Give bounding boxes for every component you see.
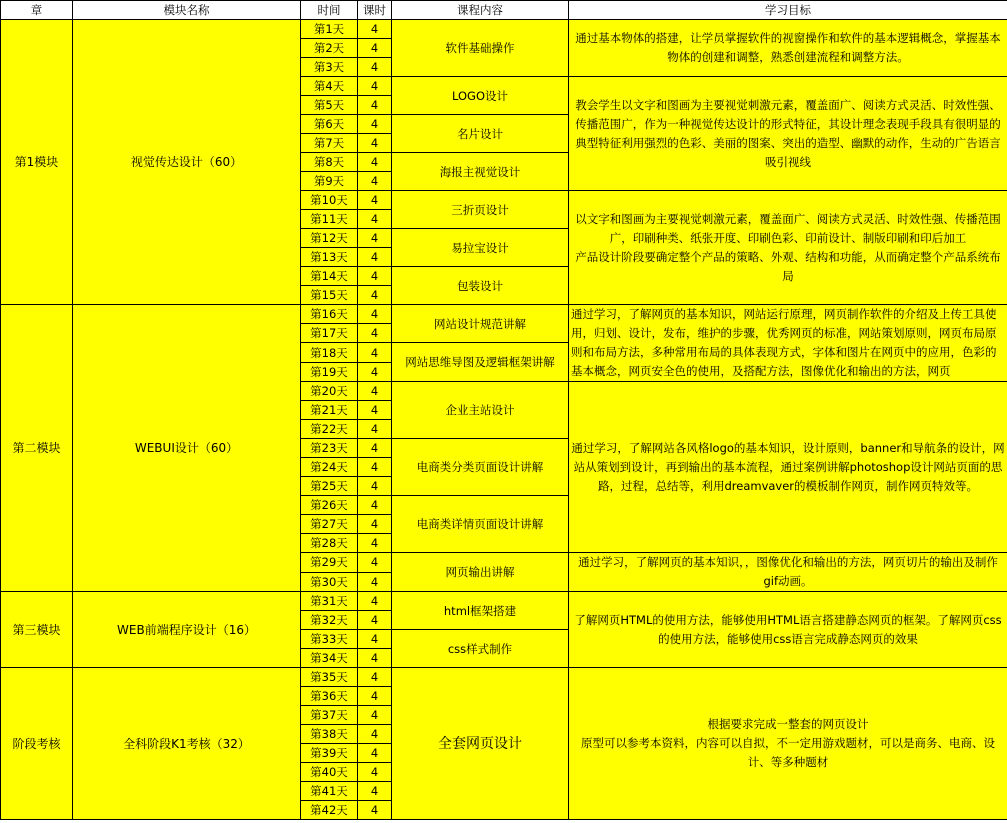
hours-cell: 4 — [358, 39, 392, 58]
day-cell: 第40天 — [301, 763, 358, 782]
hours-cell: 4 — [358, 515, 392, 534]
hours-cell: 4 — [358, 534, 392, 553]
header-hours: 课时 — [358, 1, 392, 20]
hours-cell: 4 — [358, 343, 392, 363]
hours-cell: 4 — [358, 630, 392, 649]
header-learning-goal: 学习目标 — [569, 1, 1007, 20]
hours-cell: 4 — [358, 324, 392, 343]
day-cell: 第37天 — [301, 706, 358, 725]
day-cell: 第8天 — [301, 153, 358, 172]
day-cell: 第5天 — [301, 96, 358, 115]
header-course-content: 课程内容 — [392, 1, 569, 20]
hours-cell: 4 — [358, 172, 392, 191]
course-content-cell: LOGO设计 — [392, 77, 569, 115]
course-content-cell: 网站设计规范讲解 — [392, 305, 569, 343]
day-cell: 第13天 — [301, 248, 358, 267]
hours-cell: 4 — [358, 668, 392, 687]
day-cell: 第28天 — [301, 534, 358, 553]
hours-cell: 4 — [358, 706, 392, 725]
day-cell: 第16天 — [301, 305, 358, 324]
hours-cell: 4 — [358, 210, 392, 229]
day-cell: 第34天 — [301, 649, 358, 668]
day-cell: 第18天 — [301, 343, 358, 363]
day-cell: 第19天 — [301, 363, 358, 382]
course-content-cell: 全套网页设计 — [392, 668, 569, 820]
day-cell: 第1天 — [301, 20, 358, 39]
course-content-cell: 网站思维导图及逻辑框架讲解 — [392, 343, 569, 382]
day-cell: 第12天 — [301, 229, 358, 248]
hours-cell: 4 — [358, 153, 392, 172]
learning-goal-cell: 通过基本物体的搭建，让学员掌握软件的视窗操作和软件的基本逻辑概念，掌握基本物体的创建和调整，熟悉创建流程和调整方法。 — [569, 20, 1007, 77]
hours-cell: 4 — [358, 496, 392, 515]
hours-cell: 4 — [358, 477, 392, 496]
day-cell: 第17天 — [301, 324, 358, 343]
course-content-cell: 电商类详情页面设计讲解 — [392, 496, 569, 553]
day-cell: 第29天 — [301, 553, 358, 573]
day-cell: 第21天 — [301, 401, 358, 420]
hours-cell: 4 — [358, 305, 392, 324]
hours-cell: 4 — [358, 58, 392, 77]
hours-cell: 4 — [358, 592, 392, 611]
day-cell: 第36天 — [301, 687, 358, 706]
hours-cell: 4 — [358, 801, 392, 820]
hours-cell: 4 — [358, 401, 392, 420]
day-cell: 第26天 — [301, 496, 358, 515]
day-cell: 第39天 — [301, 744, 358, 763]
course-content-cell: 名片设计 — [392, 115, 569, 153]
hours-cell: 4 — [358, 20, 392, 39]
day-cell: 第4天 — [301, 77, 358, 96]
header-module-name: 模块名称 — [73, 1, 301, 20]
course-content-cell: 海报主视觉设计 — [392, 153, 569, 191]
table-row — [1, 20, 1007, 39]
header-time: 时间 — [301, 1, 358, 20]
hours-cell: 4 — [358, 420, 392, 439]
hours-cell: 4 — [358, 248, 392, 267]
day-cell: 第27天 — [301, 515, 358, 534]
hours-cell: 4 — [358, 439, 392, 458]
hours-cell: 4 — [358, 134, 392, 153]
course-content-cell: html框架搭建 — [392, 592, 569, 630]
day-cell: 第23天 — [301, 439, 358, 458]
table-row — [1, 305, 1007, 324]
learning-goal-cell: 根据要求完成一整套的网页设计 原型可以参考本资料，内容可以自拟，不一定用游戏题材，可以是商务、电商、设计、等多种题材 — [569, 668, 1007, 820]
course-content-cell: 电商类分类页面设计讲解 — [392, 439, 569, 496]
hours-cell: 4 — [358, 458, 392, 477]
day-cell: 第14天 — [301, 267, 358, 286]
learning-goal-cell: 通过学习，了解网页的基本知识，，图像优化和输出的方法，网页切片的输出及制作gif动画。 — [569, 553, 1007, 592]
course-content-cell: 易拉宝设计 — [392, 229, 569, 267]
hours-cell: 4 — [358, 382, 392, 401]
module-name-cell: WEB前端程序设计（16） — [73, 592, 301, 668]
hours-cell: 4 — [358, 687, 392, 706]
course-content-cell: 网页输出讲解 — [392, 553, 569, 592]
hours-cell: 4 — [358, 96, 392, 115]
day-cell: 第35天 — [301, 668, 358, 687]
day-cell: 第25天 — [301, 477, 358, 496]
chapter-cell: 第三模块 — [1, 592, 73, 668]
hours-cell: 4 — [358, 115, 392, 134]
table-row — [1, 592, 1007, 611]
learning-goal-cell: 教会学生以文字和图画为主要视觉刺激元素，覆盖面广、阅读方式灵活、时效性强、传播范围广，作为一种视觉传达设计的形式特征，其设计理念表现手段具有很明显的典型特征利用强烈的色彩、美丽的图案、突出的造型、幽默的动作，生动的广告语言吸引视线 — [569, 77, 1007, 191]
hours-cell: 4 — [358, 782, 392, 801]
day-cell: 第42天 — [301, 801, 358, 820]
chapter-cell: 第二模块 — [1, 305, 73, 592]
day-cell: 第31天 — [301, 592, 358, 611]
day-cell: 第33天 — [301, 630, 358, 649]
table-row — [1, 668, 1007, 687]
course-content-cell: css样式制作 — [392, 630, 569, 668]
day-cell: 第2天 — [301, 39, 358, 58]
chapter-cell: 第1模块 — [1, 20, 73, 305]
hours-cell: 4 — [358, 763, 392, 782]
hours-cell: 4 — [358, 191, 392, 210]
course-content-cell: 包装设计 — [392, 267, 569, 305]
learning-goal-cell: 通过学习，了解网站各风格logo的基本知识，设计原则，banner和导航条的设计，网站从策划到设计，再到输出的基本流程，通过案例讲解photoshop设计网站页面的思路，过程，总结等，利用dreamvaver的模板制作网页，制作网页特效等。 — [569, 382, 1007, 553]
day-cell: 第6天 — [301, 115, 358, 134]
day-cell: 第20天 — [301, 382, 358, 401]
course-content-cell: 企业主站设计 — [392, 382, 569, 439]
day-cell: 第32天 — [301, 611, 358, 630]
day-cell: 第15天 — [301, 286, 358, 305]
learning-goal-cell: 了解网页HTML的使用方法，能够使用HTML语言搭建静态网页的框架。了解网页css的使用方法，能够使用css语言完成静态网页的效果 — [569, 592, 1007, 668]
hours-cell: 4 — [358, 553, 392, 573]
learning-goal-cell: 通过学习，了解网页的基本知识，网站运行原理，网页制作软件的介绍及上传工具使用，归划、设计，发布，维护的步骤，优秀网页的标准，网站策划原则，网页布局原则和布局方法，多种常用布局的具体表现方式，字体和图片在网页中的应用，色彩的基本概念，网页安全色的使用，及搭配方法，图像优化和输出的方法，网页 — [569, 305, 1007, 382]
day-cell: 第24天 — [301, 458, 358, 477]
hours-cell: 4 — [358, 363, 392, 382]
hours-cell: 4 — [358, 267, 392, 286]
course-content-cell: 软件基础操作 — [392, 20, 569, 77]
day-cell: 第7天 — [301, 134, 358, 153]
hours-cell: 4 — [358, 229, 392, 248]
day-cell: 第10天 — [301, 191, 358, 210]
hours-cell: 4 — [358, 725, 392, 744]
day-cell: 第30天 — [301, 572, 358, 592]
day-cell: 第11天 — [301, 210, 358, 229]
hours-cell: 4 — [358, 572, 392, 592]
day-cell: 第9天 — [301, 172, 358, 191]
module-name-cell: 全科阶段K1考核（32） — [73, 668, 301, 820]
hours-cell: 4 — [358, 77, 392, 96]
learning-goal-cell: 以文字和图画为主要视觉刺激元素，覆盖面广、阅读方式灵活、时效性强、传播范围广，印刷种类、纸张开度、印刷色彩、印前设计、制版印刷和印后加工 产品设计阶段要确定整个产品的策略、外观、结构和功能，从而确定整个产品系统布局 — [569, 191, 1007, 305]
day-cell: 第41天 — [301, 782, 358, 801]
day-cell: 第38天 — [301, 725, 358, 744]
day-cell: 第22天 — [301, 420, 358, 439]
module-name-cell: WEBUI设计（60） — [73, 305, 301, 592]
module-name-cell: 视觉传达设计（60） — [73, 20, 301, 305]
header-chapter: 章 — [1, 1, 73, 20]
day-cell: 第3天 — [301, 58, 358, 77]
hours-cell: 4 — [358, 649, 392, 668]
chapter-cell: 阶段考核 — [1, 668, 73, 820]
hours-cell: 4 — [358, 286, 392, 305]
hours-cell: 4 — [358, 611, 392, 630]
header-row — [1, 1, 1007, 20]
hours-cell: 4 — [358, 744, 392, 763]
course-content-cell: 三折页设计 — [392, 191, 569, 229]
table-body — [1, 20, 1007, 820]
